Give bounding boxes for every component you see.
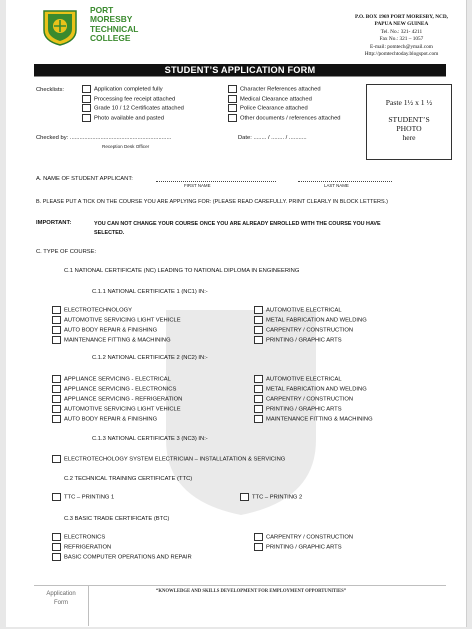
important-note-line: SELECTED. bbox=[94, 230, 125, 236]
course-option[interactable] bbox=[52, 543, 192, 553]
footer-label-line: Form bbox=[54, 600, 68, 606]
last-name-field[interactable] bbox=[298, 181, 392, 182]
course-option[interactable] bbox=[254, 336, 367, 346]
course-option[interactable] bbox=[52, 316, 181, 326]
checkbox[interactable] bbox=[228, 85, 237, 93]
checkbox[interactable] bbox=[52, 415, 61, 423]
course-option[interactable] bbox=[254, 385, 373, 395]
form-title-bar bbox=[34, 64, 446, 77]
checkbox[interactable] bbox=[254, 543, 263, 551]
checkbox[interactable] bbox=[82, 114, 91, 122]
course-option[interactable] bbox=[254, 316, 367, 326]
course-option[interactable] bbox=[52, 455, 285, 463]
checked-by-label bbox=[36, 135, 171, 141]
checklist-item-label: Other documents / references attached bbox=[240, 115, 341, 122]
important-note-line: YOU CAN NOT CHANGE YOUR COURSE ONCE YOU ARE ALREADY ENROLLED WITH THE COURSE YOU HAVE bbox=[94, 221, 381, 227]
address-line: E-mail: pomtech@ymail.com bbox=[370, 43, 433, 50]
section-b-label: B. PLEASE PUT A TICK ON THE COURSE YOU ARE APPLYING FOR: (PLEASE READ CAREFULLY. PRINT CLEARLY IN BLOCK LETTERS.) bbox=[36, 199, 389, 205]
checklist-item-label: Character References attached bbox=[240, 86, 321, 93]
officer-caption: Reception Desk Officer bbox=[102, 144, 150, 149]
checkbox[interactable] bbox=[82, 104, 91, 112]
checkbox[interactable] bbox=[52, 533, 61, 541]
address-line: PAPUA NEW GUINEA bbox=[374, 21, 429, 28]
course-option[interactable] bbox=[254, 306, 367, 316]
checkbox[interactable] bbox=[82, 95, 91, 103]
section-a-label: A. NAME OF STUDENT APPLICANT: bbox=[36, 176, 133, 182]
c2-title: C.2 TECHNICAL TRAINING CERTIFICATE (TTC) bbox=[64, 476, 193, 482]
form-title: STUDENT’S APPLICATION FORM bbox=[164, 65, 316, 75]
checklist-label: Checklists: bbox=[36, 87, 65, 93]
checklist-left bbox=[82, 85, 184, 123]
course-label: ELECTROTECHNOLOGY bbox=[64, 307, 132, 314]
photo-box bbox=[366, 84, 452, 160]
section-c-label: C. TYPE OF COURSE: bbox=[36, 249, 97, 255]
footer-divider bbox=[34, 585, 446, 586]
address-line: Http://pomtechtoday.blogspot.com bbox=[364, 51, 439, 58]
checkbox[interactable] bbox=[254, 336, 263, 344]
checkbox[interactable] bbox=[52, 326, 61, 334]
course-option[interactable] bbox=[52, 385, 182, 395]
course-label: MAINTENANCE FITTING & MACHINING bbox=[266, 416, 373, 423]
c12-left-list bbox=[52, 375, 182, 425]
course-option[interactable] bbox=[52, 415, 182, 425]
checkbox[interactable] bbox=[52, 375, 61, 383]
checkbox[interactable] bbox=[254, 306, 263, 314]
c12-right-list bbox=[254, 375, 373, 425]
course-option[interactable] bbox=[254, 415, 373, 425]
course-option[interactable] bbox=[254, 543, 353, 553]
college-name-line: MORESBY bbox=[90, 14, 133, 25]
checkbox[interactable] bbox=[52, 336, 61, 344]
c1-title: C.1 NATIONAL CERTIFICATE (NC) LEADING TO NATIONAL DIPLOMA IN ENGINEERING bbox=[64, 268, 300, 274]
college-name-line: PORT bbox=[90, 5, 114, 15]
course-label: PRINTING / GRAPHIC ARTS bbox=[266, 544, 342, 551]
course-option[interactable] bbox=[52, 553, 192, 563]
checkbox[interactable] bbox=[228, 95, 237, 103]
course-option[interactable] bbox=[52, 326, 181, 336]
course-option[interactable] bbox=[52, 395, 182, 405]
checklist-item[interactable] bbox=[228, 85, 341, 95]
checkbox[interactable] bbox=[254, 405, 263, 413]
checkbox[interactable] bbox=[52, 543, 61, 551]
checkbox[interactable] bbox=[52, 306, 61, 314]
checkbox[interactable] bbox=[254, 415, 263, 423]
checkbox[interactable] bbox=[240, 493, 249, 501]
checkbox[interactable] bbox=[254, 326, 263, 334]
checklist-item-label: Police Clearance attached bbox=[240, 105, 308, 112]
checkbox[interactable] bbox=[52, 316, 61, 324]
course-option[interactable] bbox=[254, 533, 353, 543]
checklist-item-label: Application completed fully bbox=[94, 86, 163, 93]
checklist-item[interactable] bbox=[82, 95, 184, 105]
course-label: MAINTENANCE FITTING & MACHINING bbox=[64, 337, 171, 344]
college-name bbox=[90, 6, 138, 44]
c3-left-list bbox=[52, 533, 192, 563]
checkbox[interactable] bbox=[52, 553, 61, 561]
course-label: ELECTRONICS bbox=[64, 534, 106, 541]
c11-left-list bbox=[52, 306, 181, 346]
checkbox[interactable] bbox=[254, 375, 263, 383]
first-name-caption: FIRST NAME bbox=[184, 183, 211, 188]
college-address bbox=[355, 14, 448, 58]
course-label: AUTO BODY REPAIR & FINISHING bbox=[64, 327, 158, 334]
course-option[interactable] bbox=[52, 306, 181, 316]
c3-right-list bbox=[254, 533, 353, 553]
c11-title: C.1.1 NATIONAL CERTIFICATE 1 (NC1) IN:- bbox=[92, 289, 208, 295]
checkbox[interactable] bbox=[254, 385, 263, 393]
checklist-item[interactable] bbox=[82, 104, 184, 114]
course-label: REFRIGERATION bbox=[64, 544, 112, 551]
address-line: Fax No.: 321 – 1057 bbox=[379, 36, 424, 43]
course-option[interactable] bbox=[254, 405, 373, 415]
important-label: IMPORTANT: bbox=[36, 220, 72, 226]
checklist-item[interactable] bbox=[228, 95, 341, 105]
footer-form-label bbox=[38, 590, 84, 608]
course-label: CARPENTRY / CONSTRUCTION bbox=[266, 327, 354, 334]
course-label: APPLIANCE SERVICING - REFRIGERATION bbox=[64, 396, 183, 403]
course-option[interactable] bbox=[254, 375, 373, 385]
checklist-item-label: Medical Clearance attached bbox=[240, 96, 312, 103]
address-line: P.O. BOX 1969 PORT MORESBY, NCD, bbox=[354, 14, 448, 20]
checklist-item-label: Processing fee receipt attached bbox=[94, 96, 176, 103]
checkbox[interactable] bbox=[52, 385, 61, 393]
course-label: CARPENTRY / CONSTRUCTION bbox=[266, 534, 354, 541]
checklist-item[interactable] bbox=[228, 104, 341, 114]
college-logo-icon bbox=[40, 8, 80, 46]
c11-right-list bbox=[254, 306, 367, 346]
checkbox[interactable] bbox=[52, 493, 61, 501]
checkbox[interactable] bbox=[228, 114, 237, 122]
checklist-item[interactable] bbox=[82, 85, 184, 95]
checklist-right bbox=[228, 85, 341, 123]
course-label: AUTO BODY REPAIR & FINISHING bbox=[64, 416, 158, 423]
course-option[interactable] bbox=[254, 395, 373, 405]
c12-title: C.1.2 NATIONAL CERTIFICATE 2 (NC2) IN:- bbox=[92, 355, 208, 361]
footer-vertical-divider bbox=[88, 586, 89, 626]
application-form-page bbox=[6, 0, 467, 627]
photo-box-line: STUDENT’S bbox=[388, 115, 430, 124]
address-line: Tel. No.: 321- 4211 bbox=[380, 28, 423, 35]
c13-title: C.1.3 NATIONAL CERTIFICATE 3 (NC3) IN:- bbox=[92, 436, 208, 442]
photo-box-line: PHOTO bbox=[396, 124, 422, 133]
course-label: AUTOMOTIVE ELECTRICAL bbox=[266, 307, 342, 314]
course-option[interactable] bbox=[52, 493, 114, 501]
checked-by-field[interactable]: ............................................................... bbox=[69, 135, 172, 141]
photo-box-line: here bbox=[402, 133, 416, 142]
checklist-item-label: Photo available and pasted bbox=[94, 115, 164, 122]
course-label: APPLIANCE SERVICING - ELECTRICAL bbox=[64, 376, 171, 383]
course-option[interactable] bbox=[254, 326, 367, 336]
checkbox[interactable] bbox=[228, 104, 237, 112]
course-option[interactable] bbox=[52, 533, 192, 543]
college-name-line: TECHNICAL bbox=[90, 23, 139, 34]
course-label: PRINTING / GRAPHIC ARTS bbox=[266, 406, 342, 413]
date-field[interactable]: Date: ........ / ........ / ........... bbox=[238, 135, 307, 141]
course-label: ELECTROTECHOLOGY SYSTEM ELECTRICIAN – INSTALLATATION & SERVICING bbox=[64, 456, 286, 463]
course-option[interactable] bbox=[52, 375, 182, 385]
course-label: METAL FABRICATION AND WELDING bbox=[266, 317, 367, 324]
checkbox[interactable] bbox=[82, 85, 91, 93]
checkbox[interactable] bbox=[52, 405, 61, 413]
checkbox[interactable] bbox=[254, 316, 263, 324]
course-label: APPLIANCE SERVICING - ELECTRONICS bbox=[64, 386, 177, 393]
checklist-item[interactable] bbox=[228, 114, 341, 124]
course-label: TTC – PRINTING 1 bbox=[64, 494, 115, 501]
course-label: AUTOMOTIVE SERVICING LIGHT VEHICLE bbox=[64, 317, 181, 324]
course-label: AUTOMOTIVE SERVICING LIGHT VEHICLE bbox=[64, 406, 181, 413]
checklist-item[interactable] bbox=[82, 114, 184, 124]
college-name-line: COLLEGE bbox=[90, 33, 131, 44]
course-option[interactable] bbox=[52, 405, 182, 415]
course-label: AUTOMOTIVE ELECTRICAL bbox=[266, 376, 342, 383]
photo-box-line: Paste 1½ x 1 ½ bbox=[385, 98, 433, 107]
course-label: PRINTING / GRAPHIC ARTS bbox=[266, 337, 342, 344]
first-name-field[interactable] bbox=[156, 181, 276, 182]
course-label: METAL FABRICATION AND WELDING bbox=[266, 386, 367, 393]
last-name-caption: LAST NAME bbox=[324, 183, 349, 188]
c3-title: C.3 BASIC TRADE CERTIFICATE (BTC) bbox=[64, 516, 170, 522]
checkbox[interactable] bbox=[254, 533, 263, 541]
footer-motto: “KNOWLEDGE AND SKILLS DEVELOPMENT FOR EMPLOYMENT OPPORTUNITIES” bbox=[156, 589, 347, 594]
course-option[interactable] bbox=[240, 493, 302, 501]
course-label: BASIC COMPUTER OPERATIONS AND REPAIR bbox=[64, 554, 192, 561]
course-label: TTC – PRINTING 2 bbox=[252, 494, 303, 501]
checked-by-text: Checked by: bbox=[36, 135, 69, 141]
course-label: CARPENTRY / CONSTRUCTION bbox=[266, 396, 354, 403]
checkbox[interactable] bbox=[52, 455, 61, 463]
checkbox[interactable] bbox=[254, 395, 263, 403]
checklist-item-label: Grade 10 / 12 Certificates attached bbox=[94, 105, 184, 112]
important-note bbox=[94, 220, 381, 238]
course-option[interactable] bbox=[52, 336, 181, 346]
checkbox[interactable] bbox=[52, 395, 61, 403]
footer-label-line: Application bbox=[46, 591, 76, 597]
